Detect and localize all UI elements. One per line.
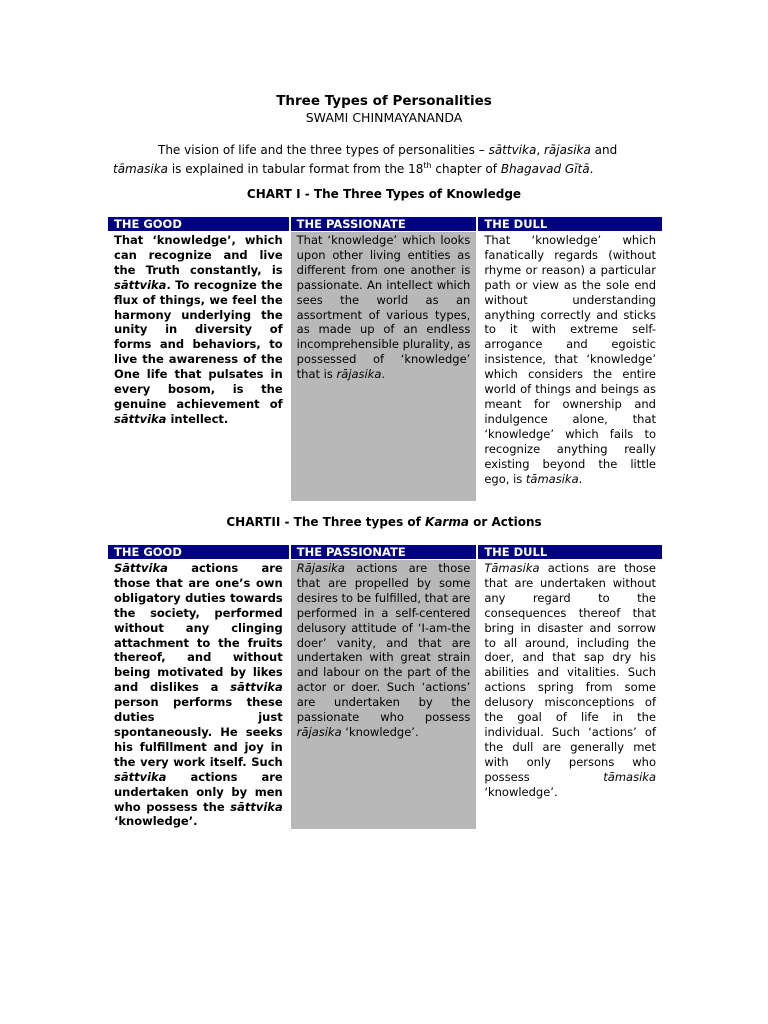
cell-term: sāttvika xyxy=(114,769,167,784)
intro-term: rājasika xyxy=(543,143,591,157)
header-passionate: THE PASSIONATE xyxy=(289,217,477,232)
cell-term: rājasika xyxy=(336,367,382,382)
cell-text: ‘knowledge’. xyxy=(114,814,198,829)
cell-text: actions are those that are undertaken without any regard to the consequences thereof that bring in disaster and sorrow to all around, including the doer, and that sap dry his abilities and vitalities. Such actions spring from some delusory misconceptions of the goal of life in the individual. Such ‘actions’ of the dull are generally met with only persons who possess xyxy=(484,561,656,784)
cell-text: That ‘knowledge’ which looks upon other living entities as different from one another is passionate. An intellect which sees the world as an assortment of various types, as made up of an endless incomprehensible plurality, as possessed of ‘knowledge’ that is xyxy=(296,233,471,382)
cell-text: actions are undertaken only by men who possess the xyxy=(114,769,283,814)
cell-term: Tāmasika xyxy=(484,561,540,575)
chart1-passionate-cell xyxy=(289,232,477,501)
cell-text: ‘knowledge’. xyxy=(484,784,558,799)
chart2-passionate-cell xyxy=(289,560,477,829)
chart1-title: CHART I - The Three Types of Knowledge xyxy=(246,187,522,201)
cell-term: tāmasika xyxy=(525,471,579,486)
chart1-header-row xyxy=(108,217,662,232)
header-dull: THE DULL xyxy=(476,545,662,560)
chart1-body-row xyxy=(108,232,662,501)
cell-text: person performs these duties just spontaneously. He seeks his fulfillment and joy in the very work itself. Such xyxy=(114,695,283,769)
chart2-table xyxy=(108,545,662,829)
cell-text: That ‘knowledge’, which can recognize and live the Truth constantly, is xyxy=(114,233,283,277)
chart1-table xyxy=(108,217,662,501)
cell-term: sāttvika xyxy=(114,277,167,292)
chart2-title-text: CHARTII - The Three types of xyxy=(226,515,426,529)
cell-text: actions are those that are propelled by some desires to be fulfilled, that are performed in a self-centered delusory attitude of ‘I-am-the doer’ vanity, and that are undertaken with great strain and labour on the part of the actor or doer. Such ‘actions’ are undertaken by the passionate who possess xyxy=(296,561,471,725)
chart2-header-row xyxy=(108,545,662,560)
intro-text: , xyxy=(536,143,544,157)
intro-text: and xyxy=(590,143,618,157)
intro-text: The vision of life and the three types of personalities – xyxy=(158,143,489,157)
chart2-good-cell xyxy=(108,560,289,829)
cell-text: . To recognize the flux of things, we feel the harmony underlying the unity in diversity of forms and behaviors, to live the awareness of the One life that pulsates in every bosom, is the genuine achievement of xyxy=(114,277,283,411)
cell-text: actions are those that are one’s own obligatory duties towards the society, performed without any clinging attachment to the fruits thereof, and without being motivated by likes and dislikes a xyxy=(114,561,283,695)
chart2-title-text: or Actions xyxy=(468,515,542,529)
chart1-dull-cell xyxy=(476,232,662,501)
chart1-good-cell xyxy=(108,232,289,501)
chart2-body-row xyxy=(108,560,662,829)
intro-paragraph xyxy=(113,142,656,177)
header-passionate: THE PASSIONATE xyxy=(289,545,477,560)
intro-text: is explained in tabular format from the 18 xyxy=(168,162,424,176)
cell-term: sāttvika xyxy=(230,680,283,695)
cell-term: tāmasika xyxy=(603,769,656,784)
intro-superscript: th xyxy=(423,161,432,170)
header-good: THE GOOD xyxy=(108,545,289,560)
intro-term: tāmasika xyxy=(113,162,168,176)
header-dull: THE DULL xyxy=(476,217,662,232)
cell-text: . xyxy=(381,367,386,382)
cell-term: sāttvika xyxy=(114,411,167,426)
page-title: Three Types of Personalities xyxy=(276,93,492,109)
intro-text: chapter of xyxy=(431,162,501,176)
cell-text: That ‘knowledge’ which fanatically regards (without rhyme or reason) a particular path or view as the sole end without understanding anything correctly and sticks to it with extreme self-arrogance and egoistic insistence, that ‘knowledge’ which considers the entire world of things and beings as meant for ownership and indulgence alone, that ‘knowledge’ which fails to recognize anything really existing beyond the little ego, is xyxy=(484,233,656,486)
header-good: THE GOOD xyxy=(108,217,289,232)
cell-term: Rājasika xyxy=(296,561,345,575)
author-name: SWAMI CHINMAYANANDA xyxy=(305,110,463,125)
cell-term: Sāttvika xyxy=(114,561,168,575)
intro-term: Bhagavad Gītā xyxy=(500,162,590,176)
cell-text: intellect. xyxy=(166,411,229,426)
intro-text: . xyxy=(589,162,594,176)
chart2-title-term: Karma xyxy=(425,515,469,529)
intro-term: sāttvika xyxy=(488,143,537,157)
cell-text: . xyxy=(578,471,583,486)
cell-term: rājasika xyxy=(296,724,342,739)
cell-term: sāttvika xyxy=(230,799,283,814)
chart2-title xyxy=(0,515,768,529)
cell-text: ‘knowledge’. xyxy=(341,724,419,739)
chart2-dull-cell xyxy=(476,560,662,829)
